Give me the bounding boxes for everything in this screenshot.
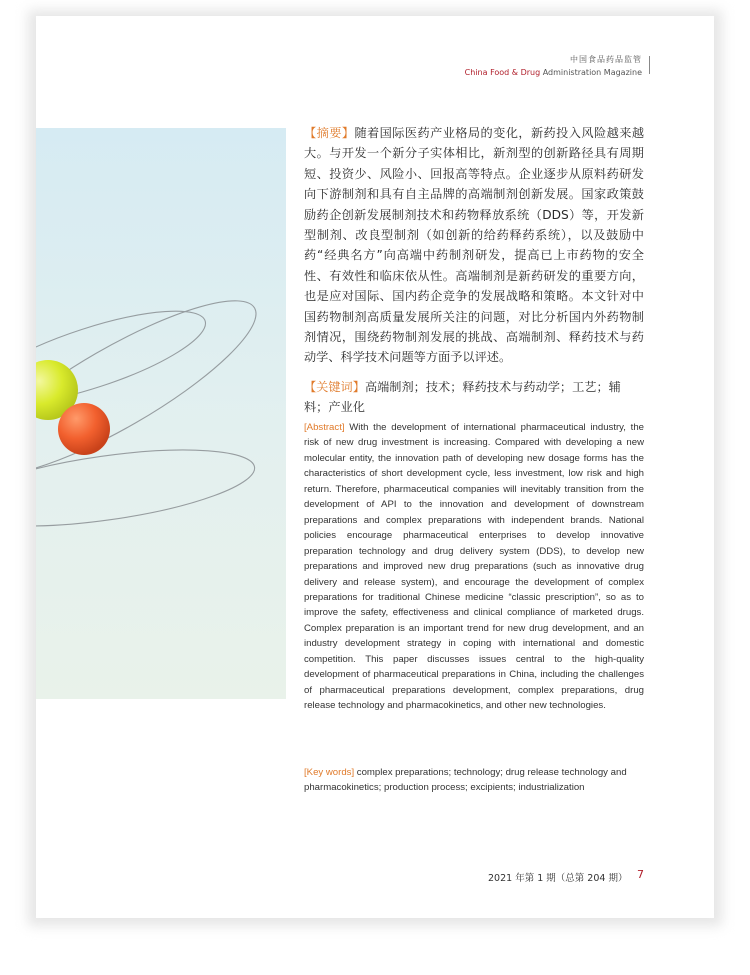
abstract-cn-tag: 【摘要】: [304, 126, 355, 140]
issue-footer: 2021 年第 1 期（总第 204 期）: [488, 873, 628, 884]
header-divider: [649, 56, 650, 74]
page-number: 7: [637, 868, 644, 881]
abstract-en-tag: [Abstract]: [304, 422, 345, 433]
keywords-cn-tag: 【关键词】: [304, 380, 365, 394]
keywords-cn-text: 高端制剂；技术；释药技术与药动学；工艺；辅料；产业化: [304, 380, 621, 414]
abstract-en-text: With the development of international pharmaceutical industry, the risk of new drug investment is increasing. Compared with developing a new molecular entity, the innovation path of developing new dosage forms has the characteristics of short development cycle, less investment, low risk and high return. Therefore, pharmaceutical companies will inevitably transition from the development of API to the innovation and development of downstream preparations and complex preparations with independent brands. National policies encourage pharmaceutical enterprises to develop innovative preparation technology and drug delivery system (DDS), to develop new preparations and improved new drug preparations (such as innovative drug delivery and release system), and encourage the development of complex preparations for traditional Chinese medicine “classic prescription”, so as to improve the safety, effectiveness and clinical compliance of marketed drugs. Complex preparation is an important trend for new drug development, and an industry development strategy in coping with international and domestic competition. This paper discusses issues central to the high-quality development of pharmaceutical preparations in China, including the challenges of pharmaceutical preparations development, complex preparations, drug release technology and pharmacokinetics, and other new technologies.: [304, 422, 644, 712]
abstract-cn: [304, 123, 644, 368]
magazine-title-en-rest: Administration Magazine: [540, 68, 642, 77]
keywords-cn: [304, 377, 644, 417]
orange-sphere: [58, 403, 110, 455]
magazine-title-cn: 中国食品药品监管: [570, 55, 642, 64]
magazine-title-en: [465, 68, 642, 77]
magazine-header: [465, 54, 642, 77]
molecule-illustration: [36, 128, 286, 699]
keywords-en-text: complex preparations; technology; drug release technology and pharmacokinetics; production process; excipients; industrialization: [304, 767, 627, 794]
orbit-ring: [36, 435, 259, 540]
abstract-en: [304, 420, 644, 714]
molecule-art-svg: [36, 128, 286, 699]
abstract-cn-text: 随着国际医药产业格局的变化，新药投入风险越来越大。与开发一个新分子实体相比，新剂型的创新路径具有周期短、投资少、风险小、回报高等特点。企业逐步从原料药研发向下游制剂和具有自主品牌的高端制剂创新发展。国家政策鼓励药企创新发展制剂技术和药物释放系统（DDS）等，开发新型制剂、改良型制剂（如创新的给药释药系统），以及鼓励中药“经典名方”向高端中药制剂研发，提高已上市药物的安全性、有效性和临床依从性。高端制剂是新药研发的重要方向，也是应对国际、国内药企竞争的发展战略和策略。本文针对中国药物制剂高质量发展所关注的问题，对比分析国内外药物制剂情况，围绕药物制剂发展的挑战、高端制剂、释药技术与药动学、科学技术问题等方面予以评述。: [304, 126, 645, 365]
magazine-page: [36, 16, 714, 918]
magazine-title-en-highlight: China Food & Drug: [464, 68, 541, 77]
keywords-en: [304, 765, 644, 796]
keywords-en-tag: [Key words]: [304, 767, 355, 778]
